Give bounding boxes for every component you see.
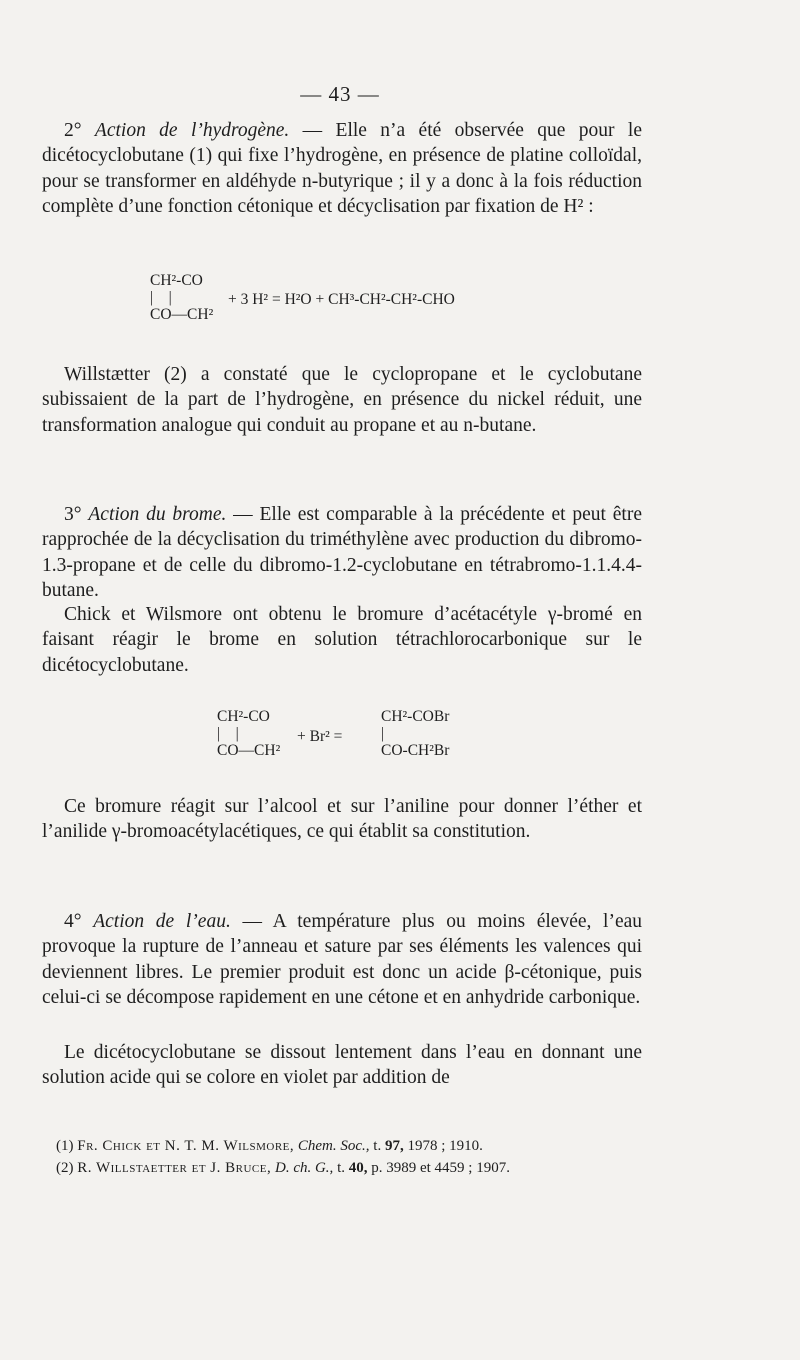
section-eau	[42, 909, 642, 1010]
paragraph-chick: Chick et Wilsmore ont obtenu le bromure d’acétacétyle γ-bromé en faisant réagir le brome en solution tétrachlorocarbonique sur le dicétocyclobutane.	[42, 604, 642, 676]
paragraph-dissout: Le dicétocyclobutane se dissout lentement dans l’eau en donnant une solution acide qui se colore en violet par addition de	[42, 1042, 642, 1089]
footnote-number: (2)	[56, 1160, 74, 1176]
footnote-tail: p. 3989 et 4459 ; 1907.	[367, 1160, 510, 1176]
footnote-authors: R. Willstaetter et J. Bruce,	[77, 1160, 272, 1176]
equation-line: CO-CH²Br	[381, 742, 450, 759]
footnote-tail: t.	[369, 1138, 385, 1154]
section-title: Action du brome.	[88, 504, 227, 525]
equation-line: CO—CH²	[150, 306, 214, 323]
section-title: Action de l’eau.	[93, 911, 231, 932]
section-number: 4°	[64, 911, 82, 932]
paragraph-bromure: Ce bromure réagit sur l’alcool et sur l’aniline pour donner l’éther et l’anilide γ-bromoacétylacétiques, ce qui établit sa constitution.	[42, 796, 642, 843]
footnote-volume: 40,	[348, 1160, 368, 1176]
footnote-authors: Fr. Chick et N. T. M. Wilsmore,	[77, 1138, 295, 1154]
section-text: — A température plus ou moins élevée, l’eau provoque la rupture de l’anneau et sature par ses éléments les valences qui deviennent libres. Le premier produit est donc un acide β-cétonique, puis celui-ci se décompose rapidement en une cétone et en anhydride carbonique.	[42, 911, 643, 1008]
equation-bond: |	[381, 725, 385, 742]
equation-operator: + Br² =	[297, 728, 343, 745]
equation-bond: | |	[150, 289, 172, 306]
section-hydrogene	[42, 118, 642, 219]
section-text: — Elle est comparable à la précédente et peut être rapprochée de la décyclisation du triméthylène avec production du dibromo-1.3-propane et de celle du dibromo-1.2-cyclobutane en tétrabromo-1.1.4.4-butane.	[42, 504, 642, 601]
equation-bond: | |	[217, 725, 239, 742]
footnote-number: (1)	[56, 1138, 74, 1154]
footnote-source: Chem. Soc.,	[297, 1138, 370, 1154]
footnote-tail: t.	[333, 1160, 349, 1176]
footnote-volume: 97,	[384, 1138, 404, 1154]
equation-rhs: + 3 H² = H²O + CH³-CH²-CH²-CHO	[228, 291, 455, 308]
equation-hydrogenation	[150, 272, 455, 323]
equation-line: CH²-COBr	[381, 708, 450, 725]
equation-line: CH²-CO	[217, 708, 270, 725]
section-text: — Elle n’a été observée que pour le dicétocyclobutane (1) qui fixe l’hydrogène, en présence de platine colloïdal, pour se transformer en aldéhyde n-butyrique ; il y a donc à la fois réduction complète d’une fonction cétonique et décyclisation par fixation de H² :	[42, 120, 642, 217]
footnote	[56, 1157, 656, 1179]
section-number: 2°	[64, 120, 82, 141]
paragraph-willstaetter: Willstætter (2) a constaté que le cyclopropane et le cyclobutane subissaient de la part de l’hydrogène, en présence du nickel réduit, une transformation analogue qui conduit au propane et au n-butane.	[42, 364, 642, 436]
section-number: 3°	[64, 504, 82, 525]
footnote-tail: 1978 ; 1910.	[403, 1138, 483, 1154]
footnote-source: D. ch. G.,	[274, 1160, 334, 1176]
page-number: — 43 —	[300, 82, 380, 106]
equation-line: CH²-CO	[150, 272, 203, 289]
footnote	[56, 1135, 656, 1157]
equation-line: CO—CH²	[217, 742, 281, 759]
section-title: Action de l’hydrogène.	[94, 120, 290, 141]
equation-bromination	[217, 708, 450, 759]
section-brome	[42, 502, 642, 603]
